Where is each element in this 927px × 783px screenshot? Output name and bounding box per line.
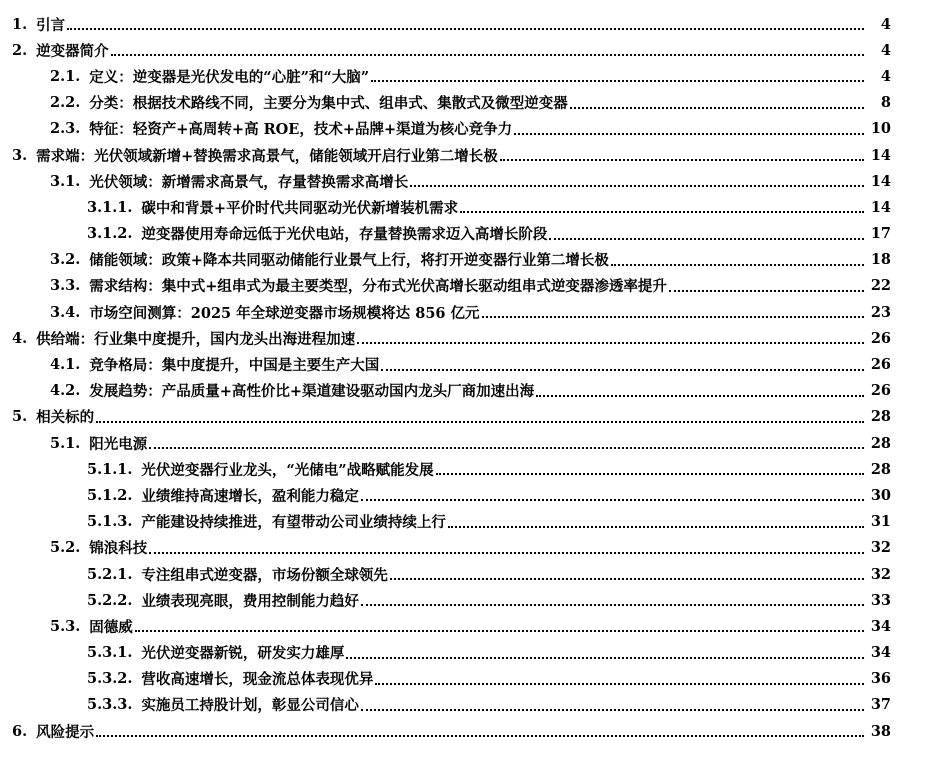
toc-entry-title: 分类：根据技术路线不同，主要分为集中式、组串式、集散式及微型逆变器: [89, 95, 568, 113]
toc-entry-number: 1.: [12, 15, 28, 33]
toc-entry[interactable]: [0, 456, 927, 482]
toc-entry-page-number: 14: [870, 198, 891, 216]
toc-entry[interactable]: [0, 482, 927, 508]
toc-entry-page-number: 33: [870, 591, 891, 609]
toc-entry[interactable]: [0, 142, 927, 168]
toc-entry-number: 4.1.: [50, 356, 81, 374]
toc-entry-number: 2.: [12, 41, 28, 59]
toc-entry-title: 光伏逆变器新锐，研发实力雄厚: [141, 645, 345, 663]
toc-entry[interactable]: [0, 273, 927, 299]
toc-entry[interactable]: [0, 63, 927, 89]
toc-entry-page-number: 26: [870, 329, 891, 347]
dot-leader: [149, 447, 864, 449]
toc-entry-page-number: 10: [870, 120, 891, 138]
toc-entry-number: 3.3.: [50, 277, 81, 295]
toc-entry-page-number: 4: [880, 15, 891, 33]
toc-entry[interactable]: [0, 116, 927, 142]
toc-entry-page-number: 26: [870, 382, 891, 400]
toc-entry-number: 3.4.: [50, 303, 81, 321]
toc-entry-number: 3.1.1.: [87, 198, 133, 216]
dot-leader: [96, 421, 864, 423]
toc-entry-number: 6.: [12, 722, 28, 740]
dot-leader: [410, 185, 864, 187]
dot-leader: [361, 604, 864, 606]
toc-entry-page-number: 17: [870, 225, 891, 243]
dot-leader: [500, 159, 864, 161]
toc-entry-page-number: 34: [870, 617, 891, 635]
toc-entry-page-number: 32: [870, 539, 891, 557]
toc-entry[interactable]: [0, 247, 927, 273]
dot-leader: [111, 54, 864, 56]
toc-entry-number: 2.2.: [50, 94, 81, 112]
dot-leader: [67, 28, 864, 30]
toc-entry-number: 5.3.: [50, 617, 81, 635]
toc-entry[interactable]: [0, 561, 927, 587]
toc-entry-page-number: 37: [870, 696, 891, 714]
toc-entry[interactable]: [0, 11, 927, 37]
toc-entry-number: 5.1.3.: [87, 513, 133, 531]
toc-entry-number: 3.1.2.: [87, 225, 133, 243]
toc-entry-title: 需求端：光伏领域新增+替换需求高景气，储能领域开启行业第二增长极: [36, 147, 498, 165]
toc-entry-title: 相关标的: [36, 409, 95, 427]
toc-entry-page-number: 30: [870, 486, 891, 504]
toc-entry[interactable]: [0, 535, 927, 561]
dot-leader: [371, 80, 864, 82]
toc-entry-number: 5.1.2.: [87, 486, 133, 504]
toc-entry-title: 引言: [36, 16, 66, 34]
toc-entry-number: 5.2.: [50, 539, 81, 557]
toc-entry-title: 营收高速增长，现金流总体表现优异: [141, 671, 374, 689]
toc-entry-title: 业绩表现亮眼，费用控制能力趋好: [141, 592, 359, 610]
toc-entry[interactable]: [0, 509, 927, 535]
toc-entry-page-number: 28: [870, 434, 891, 452]
toc-entry-title: 逆变器使用寿命远低于光伏电站，存量替换需求迈入高增长阶段: [141, 226, 548, 244]
toc-entry-number: 5.3.1.: [87, 644, 133, 662]
toc-entry[interactable]: [0, 221, 927, 247]
dot-leader: [361, 709, 864, 711]
toc-entry-number: 5.1.1.: [87, 460, 133, 478]
toc-entry-page-number: 4: [880, 67, 891, 85]
toc-entry-number: 5.3.2.: [87, 670, 133, 688]
toc-entry[interactable]: [0, 378, 927, 404]
toc-entry-number: 4.2.: [50, 382, 81, 400]
toc-entry-title: 光伏领域：新增需求高景气，存量替换需求高增长: [89, 173, 409, 191]
toc-entry-title: 专注组串式逆变器，市场份额全球领先: [141, 566, 388, 584]
toc-entry-number: 3.1.: [50, 172, 81, 190]
toc-entry[interactable]: [0, 351, 927, 377]
toc-entry-title: 市场空间测算：2025 年全球逆变器市场规模将达 856 亿元: [89, 304, 480, 322]
dot-leader: [482, 316, 864, 318]
toc-entry[interactable]: [0, 194, 927, 220]
toc-entry-title: 竞争格局：集中度提升，中国是主要生产大国: [89, 357, 380, 375]
toc-entry-page-number: 22: [870, 277, 891, 295]
dot-leader: [448, 526, 864, 528]
toc-entry[interactable]: [0, 692, 927, 718]
toc-entry-page-number: 23: [870, 303, 891, 321]
toc-entry[interactable]: [0, 718, 927, 744]
toc-entry-title: 锦浪科技: [89, 540, 148, 558]
dot-leader: [570, 107, 864, 109]
toc-entry-page-number: 31: [870, 513, 891, 531]
toc-entry-page-number: 28: [870, 408, 891, 426]
toc-entry-title: 阳光电源: [89, 435, 148, 453]
dot-leader: [381, 369, 864, 371]
toc-entry-title: 产能建设持续推进，有望带动公司业绩持续上行: [141, 514, 446, 532]
toc-entry-number: 2.3.: [50, 120, 81, 138]
toc-entry-title: 固德威: [89, 618, 133, 636]
dot-leader: [357, 342, 864, 344]
dot-leader: [375, 683, 864, 685]
toc-entry[interactable]: [0, 430, 927, 456]
toc-entry-page-number: 34: [870, 644, 891, 662]
toc-entry[interactable]: [0, 613, 927, 639]
toc-entry[interactable]: [0, 299, 927, 325]
table-of-contents: [0, 11, 927, 744]
toc-entry[interactable]: [0, 404, 927, 430]
toc-entry-number: 5.: [12, 408, 28, 426]
toc-entry-number: 2.1.: [50, 67, 81, 85]
dot-leader: [361, 499, 864, 501]
toc-entry[interactable]: [0, 666, 927, 692]
toc-entry-page-number: 32: [870, 565, 891, 583]
toc-entry-title: 业绩维持高速增长，盈利能力稳定: [141, 487, 359, 505]
toc-entry-page-number: 36: [870, 670, 891, 688]
dot-leader: [611, 264, 864, 266]
toc-entry[interactable]: [0, 168, 927, 194]
toc-entry-number: 5.2.1.: [87, 565, 133, 583]
toc-entry-title: 逆变器简介: [36, 42, 109, 60]
dot-leader: [669, 290, 864, 292]
toc-entry[interactable]: [0, 640, 927, 666]
toc-entry[interactable]: [0, 325, 927, 351]
dot-leader: [96, 735, 864, 737]
toc-entry-page-number: 8: [880, 94, 891, 112]
toc-entry-title: 发展趋势：产品质量+高性价比+渠道建设驱动国内龙头厂商加速出海: [89, 383, 535, 401]
toc-entry-page-number: 26: [870, 356, 891, 374]
toc-entry-number: 5.1.: [50, 434, 81, 452]
dot-leader: [436, 473, 864, 475]
dot-leader: [390, 578, 864, 580]
toc-entry-title: 实施员工持股计划，彰显公司信心: [141, 697, 359, 715]
toc-entry-title: 光伏逆变器行业龙头，“光储电”战略赋能发展: [141, 461, 434, 479]
toc-entry-page-number: 18: [870, 251, 891, 269]
toc-entry-title: 特征：轻资产+高周转+高 ROE，技术+品牌+渠道为核心竞争力: [89, 121, 513, 139]
toc-entry-page-number: 14: [870, 172, 891, 190]
dot-leader: [514, 133, 864, 135]
toc-entry[interactable]: [0, 37, 927, 63]
dot-leader: [149, 552, 864, 554]
toc-entry-title: 定义：逆变器是光伏发电的“心脏”和“大脑”: [89, 68, 370, 86]
toc-entry-number: 5.2.2.: [87, 591, 133, 609]
toc-entry-page-number: 28: [870, 460, 891, 478]
dot-leader: [536, 395, 864, 397]
toc-entry-title: 供给端：行业集中度提升，国内龙头出海进程加速: [36, 330, 356, 348]
dot-leader: [549, 238, 864, 240]
toc-entry-page-number: 38: [870, 722, 891, 740]
dot-leader: [460, 211, 864, 213]
dot-leader: [135, 630, 864, 632]
dot-leader: [346, 657, 864, 659]
toc-entry-number: 3.2.: [50, 251, 81, 269]
toc-entry-page-number: 14: [870, 146, 891, 164]
toc-entry-title: 储能领域：政策+降本共同驱动储能行业景气上行，将打开逆变器行业第二增长极: [89, 252, 609, 270]
toc-entry-title: 碳中和背景+平价时代共同驱动光伏新增装机需求: [141, 199, 459, 217]
toc-entry-number: 3.: [12, 146, 28, 164]
toc-entry-number: 5.3.3.: [87, 696, 133, 714]
toc-entry-title: 风险提示: [36, 723, 95, 741]
toc-entry-title: 需求结构：集中式+组串式为最主要类型，分布式光伏高增长驱动组串式逆变器渗透率提升: [89, 278, 667, 296]
toc-entry[interactable]: [0, 587, 927, 613]
toc-entry[interactable]: [0, 90, 927, 116]
toc-entry-number: 4.: [12, 329, 28, 347]
toc-entry-page-number: 4: [880, 41, 891, 59]
